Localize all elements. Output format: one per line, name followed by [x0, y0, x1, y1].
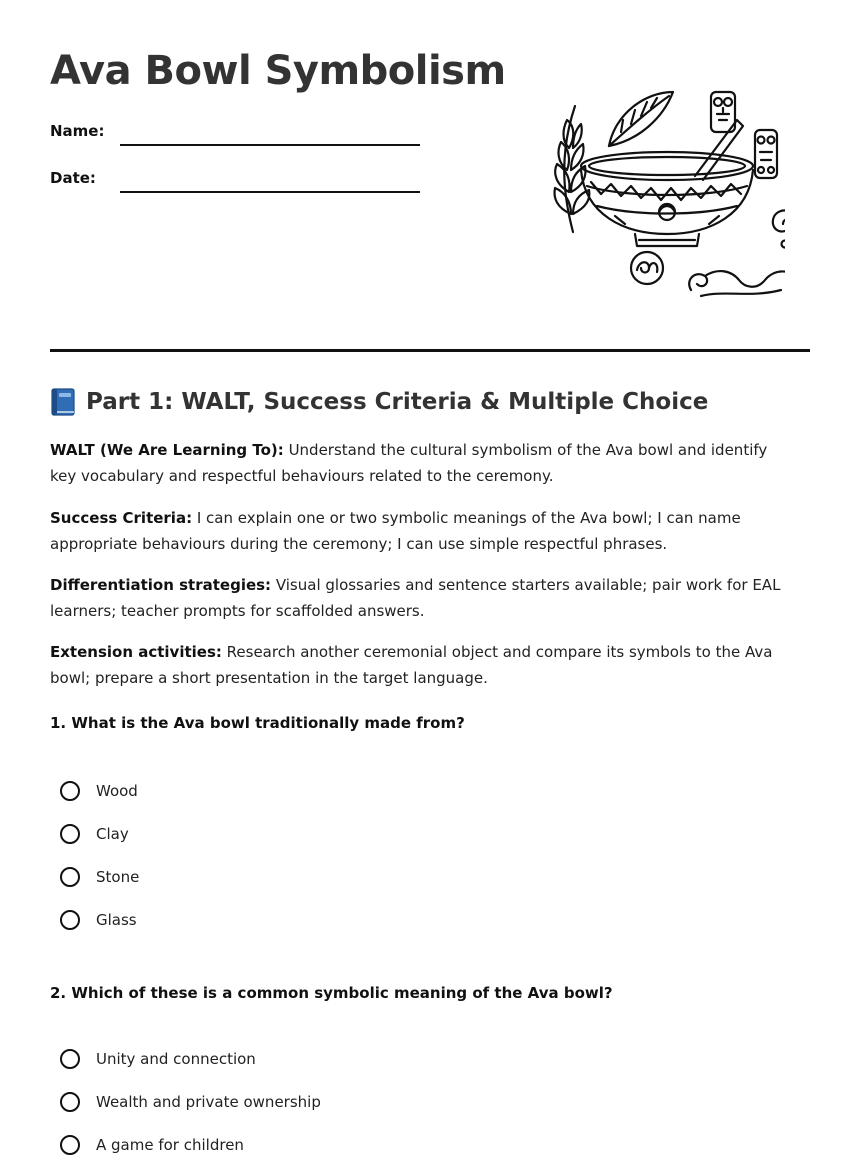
q2-option-3-label: A game for children [96, 1136, 244, 1154]
blue-book-icon [50, 388, 76, 416]
q1-option-1-label: Wood [96, 782, 138, 800]
q1-option-4-label: Glass [96, 911, 137, 929]
part1-title [50, 388, 708, 416]
question-1: 1. What is the Ava bowl traditionally made from? [50, 714, 465, 732]
differentiation-label: Differentiation strategies: [50, 576, 272, 594]
name-field[interactable] [50, 122, 420, 152]
radio-button[interactable] [60, 1135, 80, 1155]
part1-title-text: Part 1: WALT, Success Criteria & Multiple Choice [86, 389, 709, 415]
section-divider [50, 349, 810, 352]
success-criteria-text: I can explain one or two symbolic meanings of the Ava bowl; I can name appropriate behaviours during the ceremony; I can use simple respectful phrases. [50, 509, 741, 553]
success-criteria-label: Success Criteria: [50, 509, 193, 527]
q1-option-2-label: Clay [96, 825, 129, 843]
walt-label: WALT (We Are Learning To): [50, 441, 284, 459]
success-criteria-paragraph [50, 505, 790, 557]
radio-button[interactable] [60, 867, 80, 887]
radio-button[interactable] [60, 781, 80, 801]
leaf-icon [609, 92, 673, 146]
date-field[interactable] [50, 169, 420, 199]
extension-label: Extension activities: [50, 643, 222, 661]
name-label: Name: [50, 122, 105, 140]
q1-option-1[interactable] [60, 778, 138, 804]
page-title: Ava Bowl Symbolism [50, 48, 506, 94]
differentiation-text: Visual glossaries and sentence starters available; pair work for EAL learners; teacher prompts for scaffolded answers. [50, 576, 781, 620]
extension-paragraph [50, 639, 790, 691]
q2-option-2[interactable] [60, 1089, 321, 1115]
bowl-icon [581, 152, 753, 246]
walt-text: Understand the cultural symbolism of the Ava bowl and identify key vocabulary and respectful behaviours related to the ceremony. [50, 441, 768, 485]
q1-option-3[interactable] [60, 864, 139, 890]
radio-button[interactable] [60, 1092, 80, 1112]
date-line[interactable] [120, 191, 420, 193]
q2-option-1[interactable] [60, 1046, 256, 1072]
q2-option-2-label: Wealth and private ownership [96, 1093, 321, 1111]
question-2: 2. Which of these is a common symbolic meaning of the Ava bowl? [50, 984, 613, 1002]
q1-option-3-label: Stone [96, 868, 140, 886]
name-line[interactable] [120, 144, 420, 146]
walt-paragraph [50, 437, 790, 489]
ava-bowl-illustration [545, 84, 785, 304]
radio-button[interactable] [60, 910, 80, 930]
swirl-icon [631, 210, 785, 296]
q1-option-2[interactable] [60, 821, 129, 847]
extension-text: Research another ceremonial object and compare its symbols to the Ava bowl; prepare a short presentation in the target language. [50, 643, 773, 687]
q1-option-4[interactable] [60, 907, 137, 933]
radio-button[interactable] [60, 824, 80, 844]
q2-option-1-label: Unity and connection [96, 1050, 256, 1068]
radio-button[interactable] [60, 1049, 80, 1069]
differentiation-paragraph [50, 572, 790, 624]
q2-option-3[interactable] [60, 1132, 244, 1158]
date-label: Date: [50, 169, 96, 187]
